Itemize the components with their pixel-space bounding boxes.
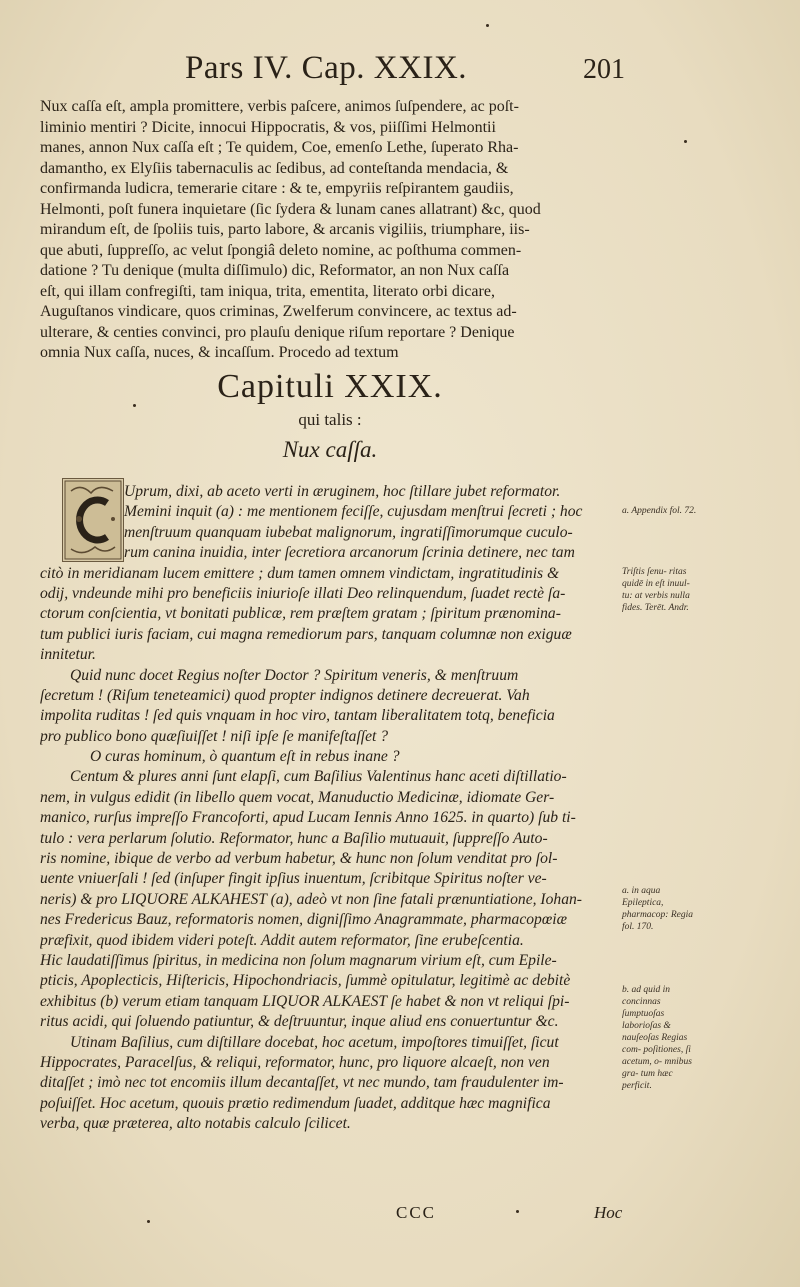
ink-speck	[133, 404, 136, 407]
catchword: Hoc	[594, 1203, 623, 1222]
text-line: mirandum eſt, de ſpoliis tuis, parto labore, & arcanis vigiliis, triumphare, iis-	[40, 221, 530, 238]
margin-note: b. ad quid in concinnas ſumptuoſas laborioſas & nauſeoſas Regias com- poſitiones, ſi acetum, o- mnibus gra- tum hæc perficit.	[622, 985, 692, 1091]
text-line: innitetur.	[40, 646, 96, 664]
chapter-title: Capituli XXIX.	[217, 368, 443, 405]
text-line: impolita ruditas ! ſed quis vnquam in hoc viro, tantam liberalitatem totq, beneficia	[40, 707, 555, 725]
text-line: ſecretum ! (Riſum teneteamici) quod propter indignos detinere decreuerat. Vah	[40, 686, 530, 704]
ink-speck	[516, 1210, 519, 1213]
ink-speck	[486, 24, 489, 27]
text-line: tum publici iuris faciam, cui magna remediorum pars, tanquam columnæ non exiguæ	[40, 625, 572, 643]
signature-mark: CCC	[396, 1203, 437, 1222]
running-head: Pars IV. Cap. XXIX.	[185, 50, 468, 86]
text-line: rum canina inuidia, inter ſecretiora arcanorum ſcrinia detinere, nec tam	[124, 544, 575, 562]
margin-note: Triſtis ſenu- ritas quidē in eſt inuul- tu: at verbis nulla fides. Terēt. Andr.	[622, 567, 690, 613]
text-line: odij, vndeunde mihi pro beneficiis iniurioſe illati Deo relinquendum, ſuadet rectè ſa-	[40, 584, 566, 602]
text-line: menſtruum quanquam iubebat malignorum, ingratiſſimorumque cuculo-	[124, 523, 573, 541]
margin-note: a. in aqua Epileptica, pharmacop: Regia fol. 170.	[622, 886, 693, 932]
chapter-subtitle: qui talis :	[298, 410, 362, 429]
text-line: ulterare, & centies convinci, pro plauſu denique riſum reportare ? Denique	[40, 323, 515, 341]
text-line: liminio mentiri ? Dicite, innocui Hippocratis, & vos, piiſſimi Helmontii	[40, 118, 496, 136]
text-line: ditaſſet ; imò nec tot encomiis illum decantaſſet, vt nec mundo, tam fraudulenter im-	[40, 1074, 564, 1092]
section-title: Nux caſſa.	[282, 437, 378, 462]
text-line: Nux caſſa eſt, ampla promittere, verbis paſcere, animos ſuſpendere, ac poſt-	[40, 98, 519, 115]
page-header	[185, 50, 625, 94]
text-line: pro publico bono quæſiuiſſet ! niſi ipſe ſe manifeſtaſſet ?	[40, 727, 389, 745]
text-line: nem, in vulgus edidit (in libello quem vocat, Manuductio Medicinæ, idiomate Ger-	[40, 788, 555, 806]
text-line: Utinam Baſilius, cum diſtillare docebat, hoc acetum, impoſtores timuiſſet, ſicut	[70, 1033, 559, 1051]
text-line: pticis, Apoplecticis, Hiſtericis, Hipochondriacis, ſummè opitulatur, legitimè ac debitè	[40, 972, 571, 990]
text-line: Uprum, dixi, ab aceto verti in æruginem, hoc ſtillare jubet reformator.	[124, 483, 561, 500]
chapter-body	[40, 482, 620, 1135]
text-line: Helmonti, poſt funera inquietare (ſic ſydera & lunam canes allatrant) &c, quod	[40, 200, 541, 218]
text-line: citò in meridianam lucem emittere ; dum tamen omnem vindictam, ingratitudinis &	[40, 564, 560, 582]
text-line: præfixit, quod ibidem videri poteſt. Addit autem reformator, ſine erubeſcentia.	[40, 931, 524, 949]
text-line: damantho, ex Elyſiis tabernaculis ac ſedibus, ad conteſtanda mendacia, &	[40, 159, 509, 177]
text-line: poſuiſſet. Hoc acetum, quouis prætio redimendum ſuadet, additque hæc magnifica	[40, 1094, 551, 1112]
text-line: que abuti, ſuppreſſo, ac velut ſpongiâ deleto nomine, ac poſthuma commen-	[40, 241, 522, 259]
text-line: manes, annon Nux caſſa eſt ; Te quidem, Coe, emenſo Lethe, ſuperato Rha-	[40, 139, 519, 156]
text-line: ritus acidi, qui ſoluendo patiuntur, & deſtruuntur, inque aliud ens conuertuntur &c.	[40, 1013, 559, 1031]
ink-speck	[684, 140, 687, 143]
text-line: Auguſtanos vindicare, quos criminas, Zwelferum convincere, ac textus ad-	[40, 303, 517, 320]
text-line: nes Fredericus Bauz, reformatoris nomen, digniſſimo Anagrammate, pharmacopœiæ	[40, 911, 567, 929]
text-line: ris nomine, ibique de verbo ad verbum habetur, & hunc non ſolum venditat pro ſol-	[40, 850, 558, 868]
text-line: datione ? Tu denique (multa diſſimulo) dic, Reformator, an non Nux caſſa	[40, 262, 510, 279]
text-line: exhibitus (b) verum etiam tanquam LIQUOR ALKAEST ſe habet & non vt reliqui ſpi-	[40, 992, 570, 1010]
text-line: verba, quæ præterea, alto notabis calculo ſcilicet.	[40, 1115, 351, 1133]
text-line: eſt, qui illam confregiſti, tam iniqua, trita, ementita, literato orbi dicare,	[40, 282, 495, 300]
text-line: Hic laudatiſſimus ſpiritus, in medicina non ſolum magnarum virium eſt, cum Epile-	[40, 951, 557, 969]
text-line: Hippocrates, Paracelſus, & reliqui, reformator, hunc, pro liquore alcaeſt, non ven	[40, 1053, 550, 1071]
text-line: confirmanda ludicra, temerarie citare : & te, empyriis reſpirantem gaudiis,	[40, 180, 514, 197]
text-line: ctorum conſcientia, vt bonitati publicæ, rem præſtem gratam ; ſpiritum prænomina-	[40, 605, 561, 623]
text-line: neris) & pro LIQUORE ALKAHEST (a), adeò vt non ſine fatali prænuntiatione, Iohan-	[40, 890, 583, 908]
ink-speck	[147, 1220, 150, 1223]
text-line: uente vniuerſali ! ſed (inſuper fingit ipſius inuentum, ſcribitque Spiritus noſter ve-	[40, 870, 547, 888]
text-line: Memini inquit (a) : me mentionem feciſſe, cujusdam menſtrui ſecreti ; hoc	[124, 503, 583, 521]
text-line: Centum & plures anni ſunt elapſi, cum Baſilius Valentinus hanc aceti diſtillatio-	[70, 768, 567, 786]
text-line: Quid nunc docet Regius noſter Doctor ? Spiritum veneris, & menſtruum	[70, 666, 519, 684]
text-line: omnia Nux caſſa, nuces, & incaſſum. Procedo ad textum	[40, 344, 399, 361]
text-line: manico, rurſus impreſſo Francoforti, apud Lucam Iennis Anno 1625. in quarto) ſub ti-	[40, 809, 576, 827]
margin-note: a. Appendix fol. 72.	[622, 506, 697, 516]
text-line: tulo : vera perlarum ſolutio. Reformator, hunc a Baſilio mutuauit, ſuppreſſo Auto-	[40, 829, 548, 847]
text-line: O curas hominum, ò quantum eſt in rebus inane ?	[90, 748, 400, 766]
page-number: 201	[583, 54, 625, 85]
intro-paragraph	[40, 97, 620, 364]
